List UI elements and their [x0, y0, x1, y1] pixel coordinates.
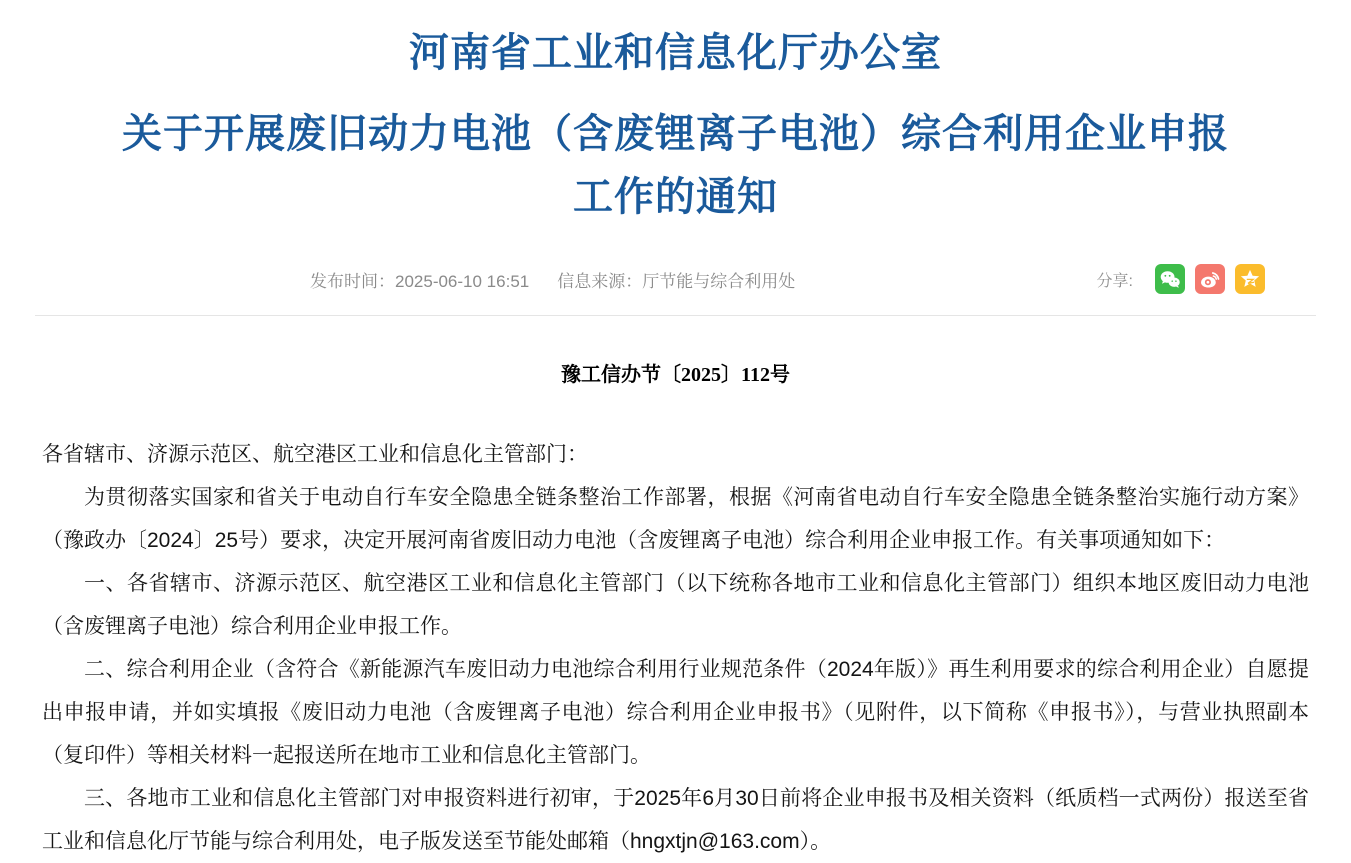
paragraph-item-1: 一、各省辖市、济源示范区、航空港区工业和信息化主管部门（以下统称各地市工业和信息化主管部门）组织本地区废旧动力电池（含废锂离子电池）综合利用企业申报工作。: [42, 572, 1309, 638]
document-number: 豫工信办节〔2025〕112号: [561, 364, 790, 386]
qzone-share-button[interactable]: [1235, 264, 1265, 294]
page-title-line-2: 关于开展废旧动力电池（含废锂离子电池）综合利用企业申报: [122, 112, 1229, 156]
paragraph-intro: 为贯彻落实国家和省关于电动自行车安全隐患全链条整治工作部署，根据《河南省电动自行车安全隐患全链条整治实施行动方案》（豫政办〔2024〕25号）要求，决定开展河南省废旧动力电池（含废锂离子电池）综合利用企业申报工作。有关事项通知如下：: [42, 486, 1309, 552]
page-title: [0, 0, 1351, 229]
paragraph-item-2: 二、综合利用企业（含符合《新能源汽车废旧动力电池综合利用行业规范条件（2024年版）》再生利用要求的综合利用企业）自愿提出申报申请，并如实填报《废旧动力电池（含废锂离子电池）综合利用企业申报书》（见附件，以下简称《申报书》），与营业执照副本（复印件）等相关材料一起报送所在地市工业和信息化主管部门。: [42, 658, 1309, 767]
page-title-line-3: 工作的通知: [573, 175, 778, 219]
info-source: [557, 267, 795, 292]
article-body: [42, 433, 1309, 863]
publish-time-value: 2025-06-10 16:51: [395, 271, 530, 291]
wechat-icon: [1158, 267, 1182, 291]
info-source-label: 信息来源：: [557, 271, 643, 291]
info-source-value: 厅节能与综合利用处: [642, 271, 796, 291]
share-bar: [1097, 264, 1265, 294]
salutation: 各省辖市、济源示范区、航空港区工业和信息化主管部门：: [42, 443, 588, 466]
meta-bar: [0, 259, 1351, 299]
weibo-icon: [1198, 267, 1222, 291]
weibo-share-button[interactable]: [1195, 264, 1225, 294]
publish-time: [310, 267, 529, 292]
share-label: 分享:: [1096, 272, 1133, 290]
wechat-share-button[interactable]: [1155, 264, 1185, 294]
divider: [35, 315, 1316, 316]
page-title-line-1: 河南省工业和信息化厅办公室: [409, 31, 942, 75]
qzone-icon: [1238, 267, 1262, 291]
publish-time-label: 发布时间：: [310, 271, 395, 291]
paragraph-item-3: 三、各地市工业和信息化主管部门对申报资料进行初审，于2025年6月30日前将企业申报书及相关资料（纸质档一式两份）报送至省工业和信息化厅节能与综合利用处，电子版发送至节能处邮箱（hngxtjn@163.com）。: [42, 787, 1309, 853]
